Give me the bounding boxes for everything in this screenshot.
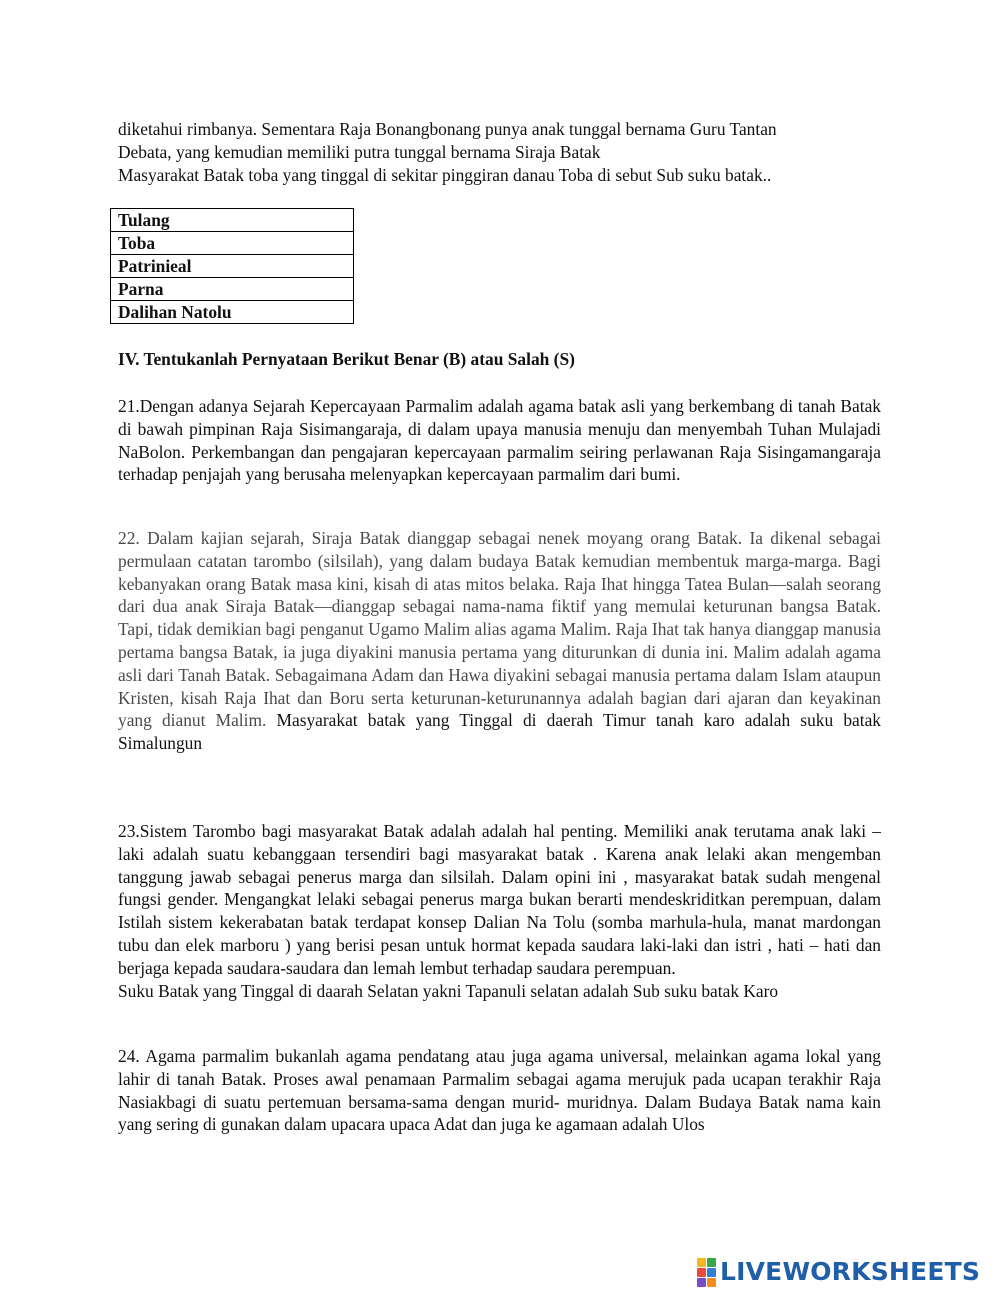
answer-option[interactable]: Tulang — [111, 209, 354, 232]
logo-block — [707, 1258, 716, 1267]
logo-text: LIVEWORKSHEETS — [720, 1256, 981, 1286]
logo-icon — [697, 1258, 716, 1287]
liveworksheets-logo — [697, 1257, 980, 1287]
answer-options-table — [110, 208, 354, 324]
question-23-text: 23.Sistem Tarombo bagi masyarakat Batak adalah adalah hal penting. Memiliki anak terutama anak laki – laki adalah suatu kebanggaan tersendiri bagi masyarakat batak . Karena anak lelaki akan mengemban tanggung jawab sebagai penerus marga dan silsilah. Dalam opini ini , masyarakat batak sudah mengenal fungsi gender. Mengangkat lelaki sebagai penerus marga bukan berarti mendeskriditkan perempuan, dalam Istilah sistem kekerabatan batak terdapat konsep Dalian Na Tolu (somba marhula-hula, manat mardongan tubu dan elek marboru ) yang berisi pesan untuk hormat kepada saudara laki-laki dan istri , hati – hati dan berjaga kepada saudara-saudara dan lemah lembut terhadap saudara perempuan. — [118, 821, 881, 978]
logo-block — [697, 1278, 706, 1287]
question-22-statement: Masyarakat batak yang Tinggal di daerah Timur tanah karo adalah suku batak Simalungun — [118, 710, 881, 754]
logo-block — [697, 1268, 706, 1277]
question-23-statement: Suku Batak yang Tinggal di daarah Selatan yakni Tapanuli selatan adalah Sub suku batak Karo — [118, 980, 779, 1001]
logo-block — [697, 1258, 706, 1267]
intro-paragraph — [118, 118, 881, 186]
answer-option[interactable]: Dalihan Natolu — [111, 301, 354, 324]
intro-line-2: Debata, yang kemudian memiliki putra tunggal bernama Siraja Batak — [118, 141, 601, 162]
logo-block — [707, 1278, 716, 1287]
question-23 — [118, 820, 881, 1002]
intro-statement: Masyarakat Batak toba yang tinggal di sekitar pinggiran danau Toba di sebut Sub suku batak.. — [118, 164, 772, 185]
intro-line-1: diketahui rimbanya. Sementara Raja Bonangbonang punya anak tunggal bernama Guru Tantan — [118, 119, 777, 139]
section-title: IV. Tentukanlah Pernyataan Berikut Benar (B) atau Salah (S) — [118, 349, 575, 369]
answer-option[interactable]: Parna — [111, 278, 354, 301]
question-22-text: 22. Dalam kajian sejarah, Siraja Batak dianggap sebagai nenek moyang orang Batak. Ia dikenal sebagai permulaan catatan tarombo (silsilah), yang dalam budaya Batak kemudian membentuk marga-marga. Bagi kebanyakan orang Batak masa kini, kisah di atas mitos belaka. Raja Ihat hingga Tatea Bulan—salah seorang dari dua anak Siraja Batak—dianggap sebagai nama-nama fiktif yang memulai keturunan bangsa Batak. Tapi, tidak demikian bagi penganut Ugamo Malim alias agama Malim. Raja Ihat tak hanya dianggap manusia pertama bangsa Batak, ia juga diyakini manusia pertama yang diturunkan di dunia ini. Malim adalah agama asli dari Tanah Batak. Sebagaimana Adam dan Hawa diyakini sebagai manusia pertama dalam Islam ataupun Kristen, kisah Raja Ihat dan Boru serta keturunan-keturunannya adalah bagian dari ajaran dan keyakinan yang dianut Malim. — [118, 528, 881, 731]
question-22 — [118, 527, 881, 755]
answer-option[interactable]: Patrinieal — [111, 255, 354, 278]
logo-block — [707, 1268, 716, 1277]
answer-option[interactable]: Toba — [111, 232, 354, 255]
question-21: 21.Dengan adanya Sejarah Kepercayaan Parmalim adalah agama batak asli yang berkembang di tanah Batak di bawah pimpinan Raja Sisimangaraja, di dalam upaya manusia menuju dan menyembah Tuhan Mulajadi NaBolon. Perkembangan dan pengajaran kepercayaan parmalim seiring perlawanan Raja Sisingamangaraja terhadap penjajah yang berusaha melenyapkan kepercayaan parmalim dari bumi. — [118, 396, 881, 485]
question-24: 24. Agama parmalim bukanlah agama pendatang atau juga agama universal, melainkan agama lokal yang lahir di tanah Batak. Proses awal penamaan Parmalim sebagai agama merujuk pada ucapan terakhir Raja Nasiakbagi di suatu pertemuan bersama-sama dengan murid- muridnya. Dalam Budaya Batak nama kain yang sering di gunakan dalam upacara upaca Adat dan juga ke agamaan adalah Ulos — [118, 1046, 881, 1135]
